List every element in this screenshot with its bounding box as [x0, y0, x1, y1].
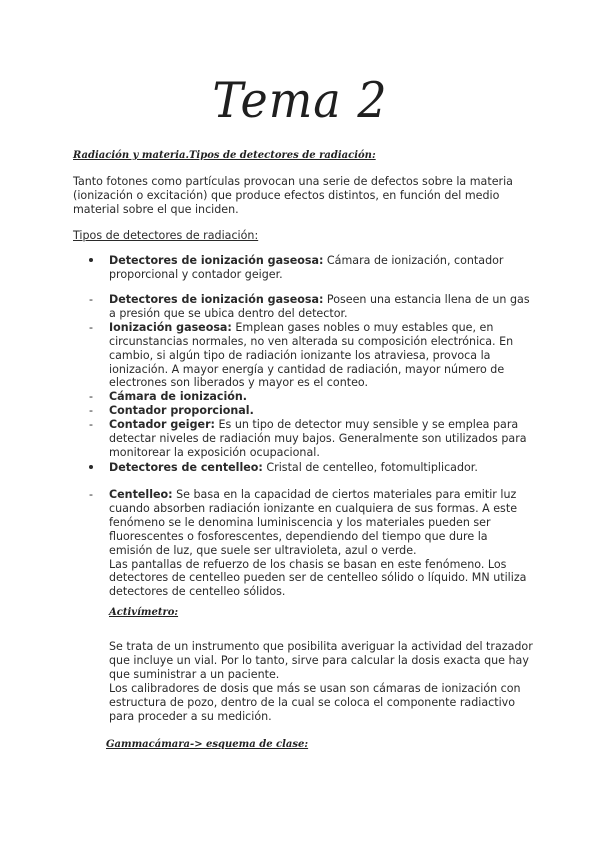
item-text: Se basa en la capacidad de ciertos materiales para emitir luz cuando absorben radiación ionizante en cualquiera de sus formas. A este fenómeno se le denomina luminiscencia y los materiales pueden ser fluorescentes o fosforescentes, dependiendo del tiempo que dure la emisión de luz, que suele ser ultravioleta, azul o verde.: [109, 488, 518, 557]
item-text: Es un tipo de detector muy sensible y se emplea para detectar niveles de radiación muy bajos. Generalmente son utilizados para monitorear la exposición ocupacional.: [109, 418, 527, 459]
scintillation-bullet: [73, 461, 533, 475]
item-label: Ionización gaseosa:: [109, 320, 232, 334]
gaseous-bullet-label: Detectores de ionización gaseosa:: [109, 254, 324, 267]
gaseous-list: [73, 293, 533, 460]
page-title: Tema 2: [212, 71, 388, 129]
activimetro-heading: Activímetro:: [109, 607, 179, 618]
scint-bullet-label: Detectores de centelleo:: [109, 461, 263, 474]
item-label: Contador geiger:: [109, 418, 215, 432]
list-item: [73, 321, 533, 391]
dash-marker: -: [89, 488, 94, 501]
dash-marker: -: [89, 390, 94, 404]
dash-marker: -: [89, 418, 94, 432]
bullet-dot: [89, 254, 101, 268]
item-label: Centelleo:: [109, 488, 173, 501]
item-label: Contador proporcional.: [109, 404, 254, 418]
item-label: Cámara de ionización.: [109, 390, 248, 404]
scintillation-item: [73, 488, 533, 599]
activimetro-text-2: Los calibradores de dosis que más se usan son cámaras de ionización con estructura de pozo, dentro de la cual se coloca el componente radiactivo para proceder a su medición.: [109, 681, 521, 723]
gammacamara-heading: Gammacámara-> esquema de clase:: [106, 739, 309, 750]
scint-bullet-text: Cristal de centelleo, fotomultiplicador.: [262, 461, 478, 474]
list-item: [73, 418, 533, 460]
dash-marker: -: [89, 404, 94, 418]
section-heading: Radiación y materia.Tipos de detectores de radiación:: [73, 150, 376, 161]
bullet-dot: [89, 461, 101, 475]
dash-marker: -: [89, 293, 94, 306]
activimetro-text-1: Se trata de un instrumento que posibilita averiguar la actividad del trazador que incluye un vial. Por lo tanto, sirve para calcular la dosis exacta que hay que suministrar a un paciente.: [109, 640, 533, 681]
gaseous-bullet: [73, 254, 533, 282]
list-item: [73, 293, 533, 321]
list-item: [73, 404, 533, 418]
list-item: [73, 390, 533, 404]
list-item: [73, 488, 533, 558]
dash-marker: -: [89, 320, 94, 334]
item-text: Emplean gases nobles o muy estables que, en circunstancias normales, no ven alterada su composición electrónica. En cambio, si algún tipo de radiación ionizante los atraviesa, provoca la ionización. A mayor energía y cantidad de radiación, mayor número de electrones son liberados y mayor es el conteo.: [109, 320, 514, 390]
item-text: Poseen una estancia llena de un gas a presión que se ubica dentro del detector.: [109, 293, 530, 320]
activimetro-paragraph: [109, 640, 533, 723]
scint-extra-text: Las pantallas de refuerzo de los chasis se basan en este fenómeno. Los detectores de centelleo pueden ser de centelleo sólido o líquido. MN utiliza detectores de centelleo sólidos.: [109, 557, 527, 599]
types-heading: Tipos de detectores de radiación:: [73, 229, 259, 242]
gaseous-bullet-text: Cámara de ionización, contador proporcional y contador geiger.: [109, 254, 504, 281]
item-label: Detectores de ionización gaseosa:: [109, 293, 324, 306]
intro-paragraph: Tanto fotones como partículas provocan una serie de defectos sobre la materia (ionización o excitación) que produce efectos distintos, en función del medio material sobre el que inciden.: [73, 175, 513, 216]
